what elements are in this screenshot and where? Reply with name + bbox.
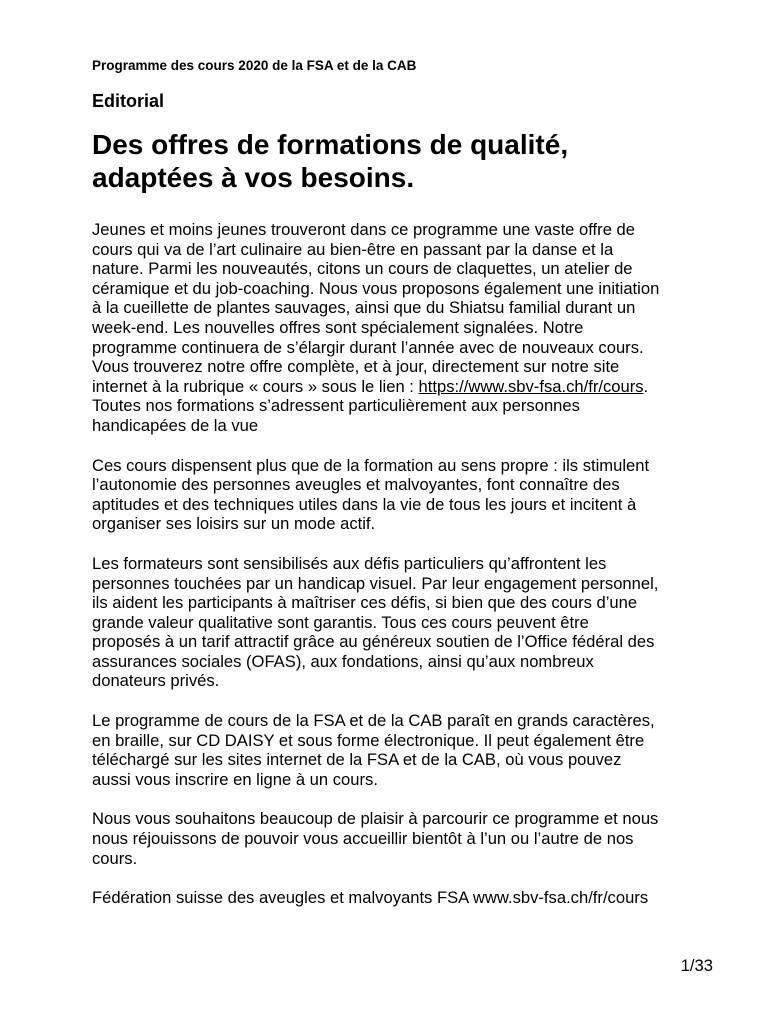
text-line: assurances sociales (OFAS), aux fondations, ainsi qu’aux nombreux xyxy=(92,651,594,671)
text-line: l’autonomie des personnes aveugles et malvoyantes, font connaître des xyxy=(92,475,620,495)
text-line: Nous vous souhaitons beaucoup de plaisir à parcourir ce programme et nous xyxy=(92,809,659,829)
page-number: 1/33 xyxy=(680,956,713,975)
text-line: cours. xyxy=(92,848,138,868)
text-line: week-end. Les nouvelles offres sont spécialement signalées. Notre xyxy=(92,317,584,337)
text-line: à la cueillette de plantes sauvages, ainsi que du Shiatsu familial durant un xyxy=(92,298,636,318)
text-line: proposés à un tarif attractif grâce au généreux soutien de l’Office fédéral des xyxy=(92,632,655,652)
text-line: programme continuera de s’élargir durant l’année avec de nouveaux cours. xyxy=(92,337,644,357)
paragraph-closing xyxy=(92,809,717,868)
paragraph-autonomy xyxy=(92,456,717,534)
text-line: handicapées de la vue xyxy=(92,415,259,435)
paragraph-intro xyxy=(92,220,717,436)
body-text xyxy=(92,220,717,928)
text-line: aussi vous inscrire en ligne à un cours. xyxy=(92,769,378,789)
text-line: personnes touchées par un handicap visuel. Par leur engagement personnel, xyxy=(92,573,659,593)
text-line: donateurs privés. xyxy=(92,671,220,691)
running-header: Programme des cours 2020 de la FSA et de la CAB xyxy=(92,58,417,73)
text-line: céramique et du job-coaching. Nous vous proposons également une initiation xyxy=(92,278,660,298)
text-line: ils aident les participants à maîtriser ces défis, si bien que des cours d’une xyxy=(92,593,638,613)
text-line: organiser ses loisirs sur un mode actif. xyxy=(92,514,376,534)
text-fragment: . xyxy=(643,376,649,396)
signature-text: Fédération suisse des aveugles et malvoyants FSA www.sbv-fsa.ch/fr/cours xyxy=(92,888,649,908)
headline xyxy=(92,128,732,194)
text-line: cours qui va de l’art culinaire au bien-être en passant par la danse et la xyxy=(92,239,614,259)
text-line: Ces cours dispensent plus que de la formation au sens propre : ils stimulent xyxy=(92,455,650,475)
text-line: en braille, sur CD DAISY et sous forme électronique. Il peut également être xyxy=(92,730,645,750)
text-fragment: internet à la rubrique « cours » sous le lien : xyxy=(92,376,419,396)
text-line: Jeunes et moins jeunes trouveront dans ce programme une vaste offre de xyxy=(92,220,635,239)
headline-line: adaptées à vos besoins. xyxy=(92,162,415,193)
text-line xyxy=(92,377,648,396)
text-line: Les formateurs sont sensibilisés aux défis particuliers qu’affrontent les xyxy=(92,553,607,573)
signature xyxy=(92,888,717,908)
text-line: Le programme de cours de la FSA et de la CAB paraît en grands caractères, xyxy=(92,711,655,731)
text-line: aptitudes et des techniques utiles dans la vie de tous les jours et incitent à xyxy=(92,494,637,514)
courses-link[interactable]: https://www.sbv-fsa.ch/fr/cours xyxy=(418,376,644,396)
section-label: Editorial xyxy=(92,91,165,111)
text-line: téléchargé sur les sites internet de la FSA et de la CAB, où vous pouvez xyxy=(92,750,622,770)
headline-line: Des offres de formations de qualité, xyxy=(92,129,569,160)
paragraph-trainers xyxy=(92,554,717,691)
paragraph-formats xyxy=(92,711,717,789)
text-line: grande valeur qualitative sont garantis. Tous ces cours peuvent être xyxy=(92,612,589,632)
text-line: nous réjouissons de pouvoir vous accueillir bientôt à l’un ou l’autre de nos xyxy=(92,829,634,849)
text-line: Vous trouverez notre offre complète, et à jour, directement sur notre site xyxy=(92,357,620,377)
text-line: Toutes nos formations s’adressent particulièrement aux personnes xyxy=(92,396,580,416)
text-line: nature. Parmi les nouveautés, citons un cours de claquettes, un atelier de xyxy=(92,259,633,279)
